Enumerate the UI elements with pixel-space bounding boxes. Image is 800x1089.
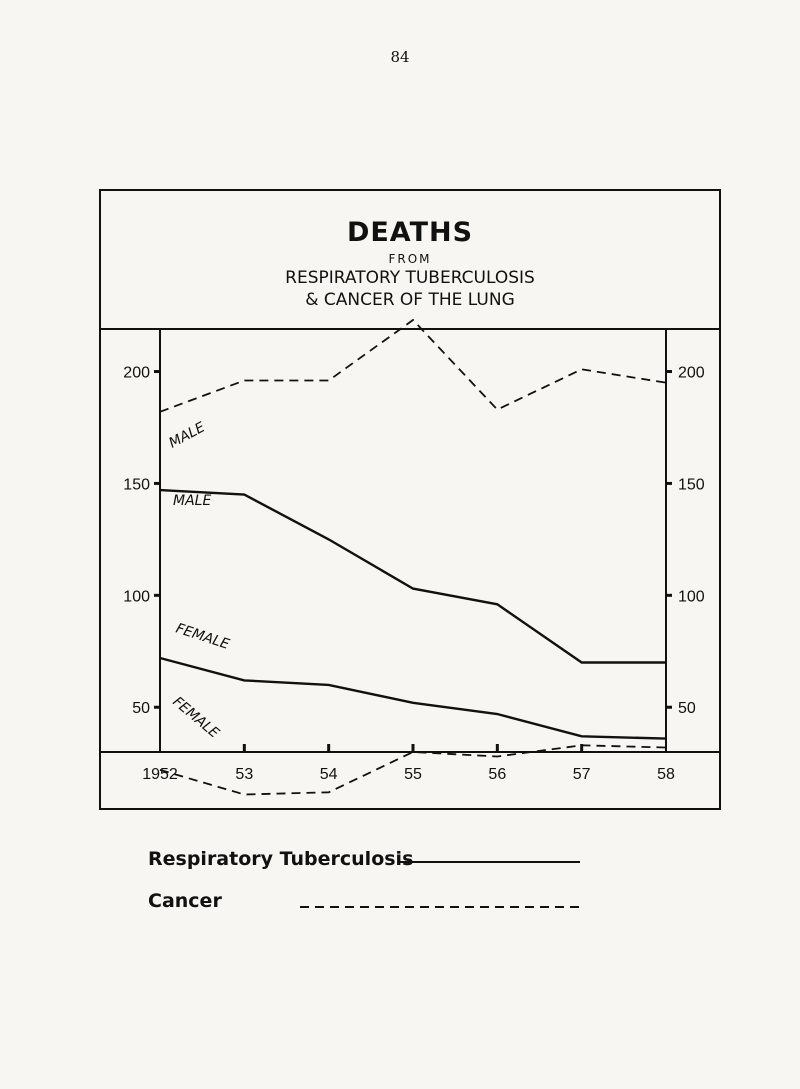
chart-title: DEATHS bbox=[346, 217, 474, 248]
x-tick-label: 57 bbox=[572, 766, 591, 783]
page-number: 84 bbox=[390, 48, 410, 66]
x-tick-label: 53 bbox=[235, 766, 254, 783]
x-tick-label: 54 bbox=[319, 766, 338, 783]
y-tick-label-left: 150 bbox=[123, 476, 150, 494]
legend-tb bbox=[148, 848, 413, 870]
chart-subtitle-line1: RESPIRATORY TUBERCULOSIS bbox=[285, 268, 535, 288]
y-tick-label-left: 200 bbox=[123, 364, 150, 382]
legend-cancer bbox=[148, 890, 222, 912]
label-cancer-male: MALE bbox=[166, 419, 208, 452]
label-cancer-female: FEMALE bbox=[169, 693, 223, 742]
chart-subtitle-from: FROM bbox=[388, 252, 432, 266]
y-tick-label-right: 150 bbox=[678, 476, 705, 494]
x-tick-label: 55 bbox=[404, 766, 422, 783]
y-tick-label-left: 100 bbox=[123, 588, 150, 606]
y-tick-label-right: 100 bbox=[678, 588, 705, 606]
x-tick-label: 56 bbox=[488, 766, 507, 783]
legend-cancer-label: Cancer bbox=[148, 890, 222, 912]
chart-subtitle-line2: & CANCER OF THE LUNG bbox=[305, 290, 515, 310]
series-line-cancer-male bbox=[160, 320, 666, 412]
series-line-tb-female bbox=[160, 658, 666, 739]
x-tick-label: 1952 bbox=[142, 766, 178, 783]
y-tick-label-right: 200 bbox=[678, 364, 705, 382]
y-tick-label-left: 50 bbox=[132, 700, 150, 718]
y-tick-label-right: 50 bbox=[678, 700, 696, 718]
label-tb-female: FEMALE bbox=[173, 620, 232, 653]
label-tb-male: MALE bbox=[173, 493, 212, 509]
legend-tb-label: Respiratory Tuberculosis bbox=[148, 848, 414, 870]
series-line-tb-male bbox=[160, 490, 666, 662]
x-tick-label: 58 bbox=[657, 766, 675, 783]
